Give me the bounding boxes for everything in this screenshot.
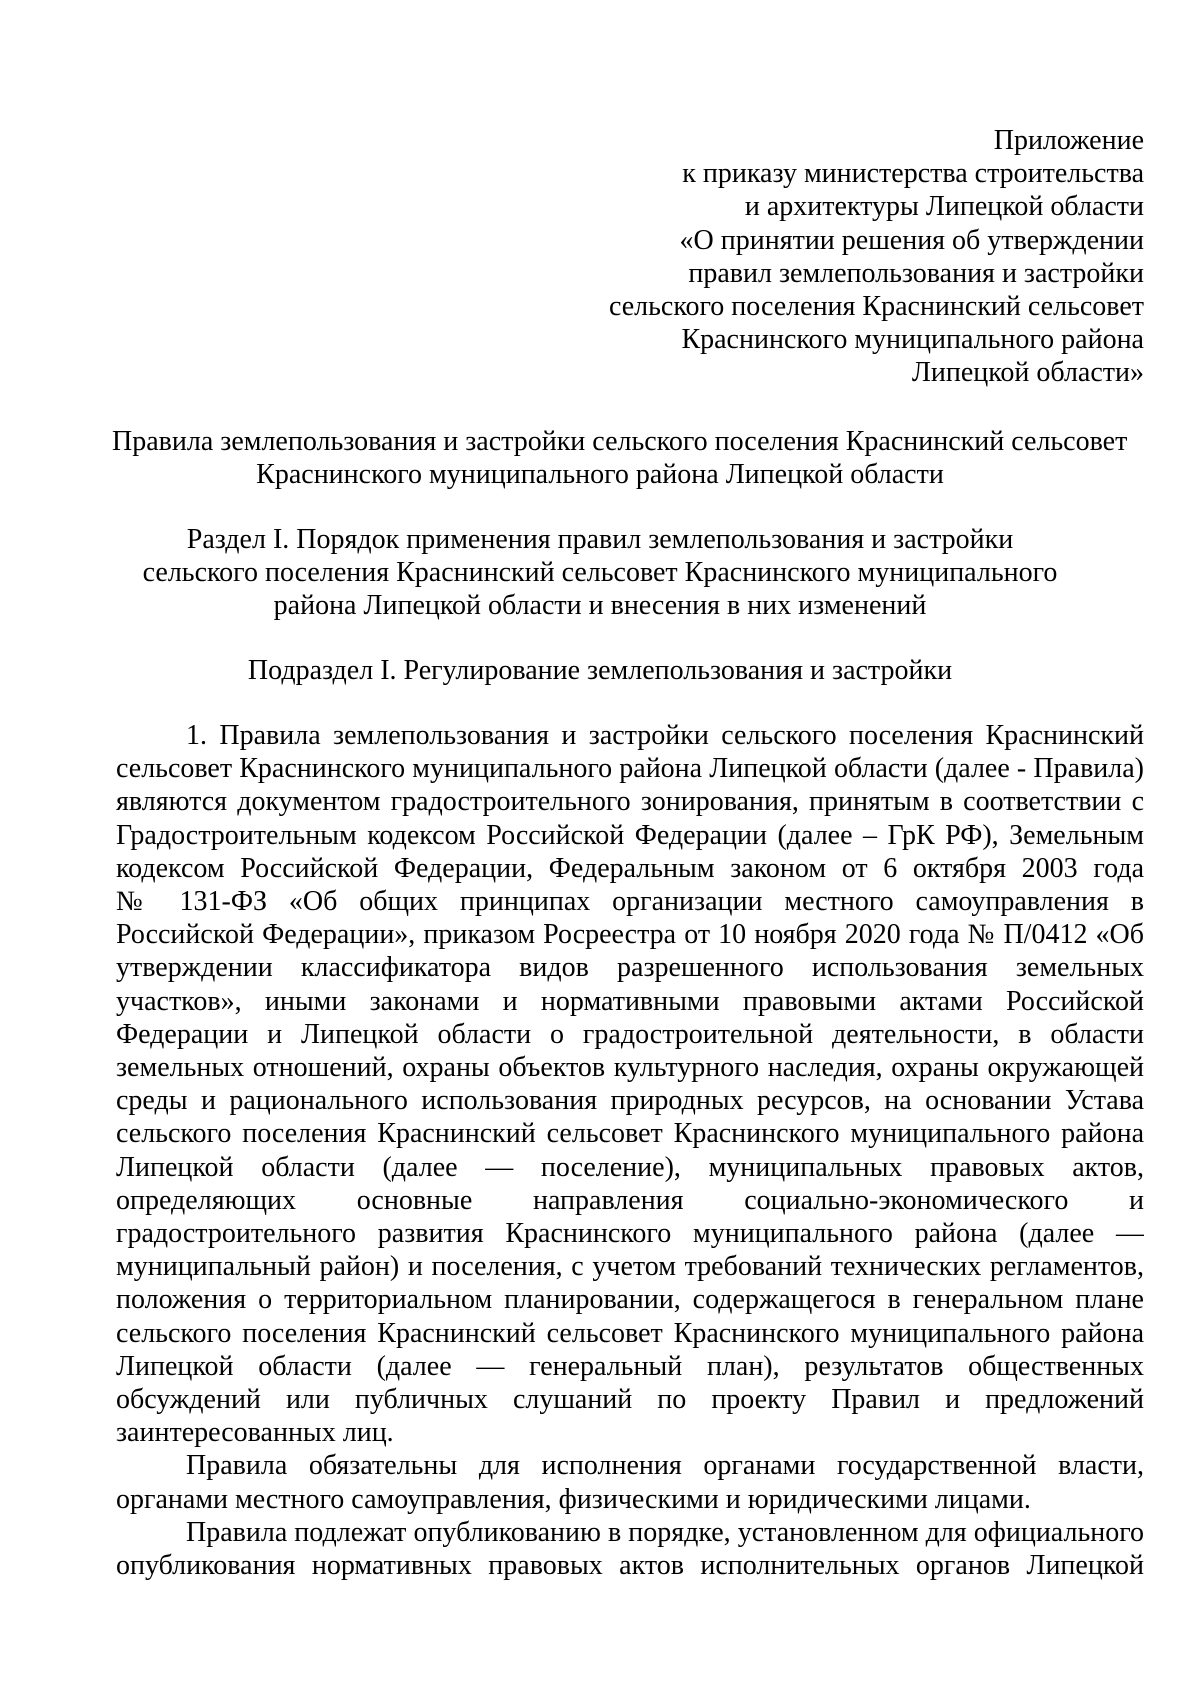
- section-line: Раздел I. Порядок применения правил землепользования и застройки: [186, 524, 1014, 555]
- document-title: [112, 425, 1128, 491]
- subsection-line: Подраздел I. Регулирование землепользования и застройки: [247, 655, 953, 686]
- paragraph-line: Градостроительным кодексом Российской Федерации (далее – ГрК РФ), Земельным: [116, 819, 1144, 851]
- paragraph-line: сельского поселения Краснинский сельсовет Краснинского муниципального района: [116, 1317, 1144, 1349]
- title-line: Краснинского муниципального района Липецкой области: [256, 459, 944, 491]
- section-line: района Липецкой области и внесения в них изменений: [273, 590, 927, 622]
- appendix-line: Краснинского муниципального района: [681, 324, 1144, 356]
- paragraph-2: [116, 1449, 1144, 1515]
- paragraph-3: [116, 1516, 1144, 1582]
- paragraph-line: 1. Правила землепользования и застройки сельского поселения Краснинский: [186, 720, 1144, 751]
- paragraph-line: № 131-ФЗ «Об общих принципах организации местного самоуправления в: [116, 886, 1144, 918]
- appendix-line: сельского поселения Краснинский сельсовет: [608, 291, 1144, 323]
- appendix-line: и архитектуры Липецкой области: [744, 191, 1144, 223]
- subsection-heading: [112, 654, 1088, 687]
- paragraph-line: среды и рационального использования природных ресурсов, на основании Устава: [116, 1085, 1144, 1117]
- paragraph-line: кодексом Российской Федерации, Федеральным законом от 6 октября 2003 года: [116, 852, 1144, 884]
- appendix-line: «О принятии решения об утверждении: [679, 224, 1144, 256]
- section-heading: [112, 523, 1088, 623]
- paragraph-line: являются документом градостроительного зонирования, принятым в соответствии с: [116, 786, 1144, 818]
- paragraph-line: муниципальный район) и поселения, с учетом требований технических регламентов,: [116, 1251, 1144, 1283]
- paragraph-line: Федерации и Липецкой области о градостроительной деятельности, в области: [116, 1018, 1144, 1050]
- paragraph-line: Липецкой области (далее — поселение), муниципальных правовых актов,: [116, 1151, 1144, 1183]
- paragraph-line: органами местного самоуправления, физическими и юридическими лицами.: [116, 1483, 1031, 1515]
- paragraph-line: градостроительного развития Краснинского муниципального района (далее —: [116, 1218, 1144, 1250]
- appendix-line: к приказу министерства строительства: [682, 158, 1144, 190]
- appendix-header: [524, 124, 1144, 390]
- paragraph-line: Правила обязательны для исполнения органами государственной власти,: [186, 1450, 1144, 1482]
- paragraph-line: сельского поселения Краснинский сельсовет Краснинского муниципального района: [116, 1118, 1144, 1150]
- paragraph-line: участков», иными законами и нормативными правовыми актами Российской: [116, 985, 1144, 1017]
- appendix-line: Липецкой области»: [911, 357, 1144, 389]
- paragraph-line: Правила подлежат опубликованию в порядке, установленном для официального: [186, 1516, 1144, 1548]
- document-body: [116, 719, 1144, 1582]
- appendix-line: Приложение: [993, 125, 1144, 156]
- paragraph-line: утверждении классификатора видов разрешенного использования земельных: [116, 952, 1144, 984]
- paragraph-line: заинтересованных лиц.: [116, 1417, 394, 1449]
- paragraph-line: сельсовет Краснинского муниципального района Липецкой области (далее - Правила): [116, 753, 1144, 785]
- paragraph-line: положения о территориальном планировании, содержащегося в генеральном плане: [116, 1284, 1144, 1316]
- title-line: Правила землепользования и застройки сельского поселения Краснинский сельсовет: [112, 426, 1128, 457]
- paragraph-line: определяющих основные направления социально-экономического и: [116, 1184, 1144, 1216]
- paragraph-line: земельных отношений, охраны объектов культурного наследия, охраны окружающей: [116, 1052, 1144, 1084]
- paragraph-line: Липецкой области (далее — генеральный план), результатов общественных: [116, 1350, 1144, 1382]
- paragraph-1: [116, 719, 1144, 1449]
- paragraph-line: обсуждений или публичных слушаний по проекту Правил и предложений: [116, 1384, 1144, 1416]
- paragraph-line: опубликования нормативных правовых актов исполнительных органов Липецкой: [116, 1550, 1144, 1582]
- appendix-line: правил землепользования и застройки: [688, 257, 1144, 289]
- paragraph-line: Российской Федерации», приказом Росреестра от 10 ноября 2020 года № П/0412 «Об: [116, 919, 1144, 951]
- section-line: сельского поселения Краснинский сельсовет Краснинского муниципального: [142, 557, 1058, 589]
